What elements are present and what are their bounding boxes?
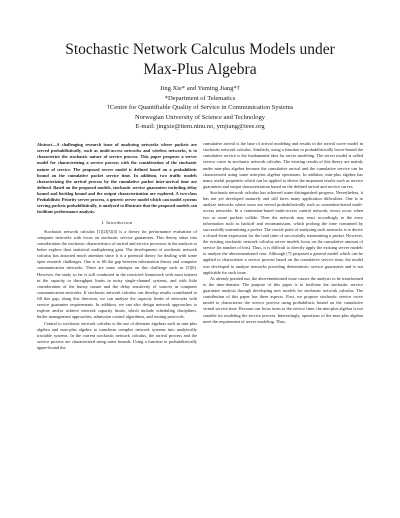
paragraph: Stochastic network calculus has achieved some distinguished progress. Nevertheless, it has not yet developed maturely and still faces many application difficulties. One is to analyze networks where users are served probabilistically such as contention-based multi-access networks. In a contention-based multi-access control network, errors occur when two or more packets collide. Then the network may react accordingly to the error information such as backoff and retransmission, which prolong the time consumed by successfully transmitting a packet. The crucial point of analyzing such networks is to derive a closed-form expression for the total time of successfully transmitting a packet. However, the existing stochastic network calculus server models focus on the cumulative amount of service (in number of bits). Thus, it is difficult to directly apply the existing server models to analyze the abovementioned case. Although [7] proposed a general model which can be applied to characterize a service process based on the cumulative service time, the model was developed to analyze networks providing deterministic service guarantees and is not applicable for such issue. <box>203 190 363 275</box>
paragraph: As already pointed out, the abovementioned issue causes the analysis to be transformed to the time-domain. The purpose of this paper is to facilitate the stochastic service guarantee analysis through developing new models for stochastic network calculus. The contribution of this paper has three aspects. First, we propose stochastic service curve model to characterize the service process using probabilistic bound on the cumulative virtual service time. Because our focus turns to the service time, the min-plus algebra is not suitable for modeling the service process. Interestingly, operations of the max-plus algebra meet the requirement of server modeling. Thus, <box>203 275 363 324</box>
title-line-1: Stochastic Network Calculus Models under <box>65 41 335 58</box>
title-line-2: Max-Plus Algebra <box>143 61 257 78</box>
abstract <box>37 142 197 216</box>
paragraph: cumulative arrival is the base of arrival modeling and results in the arrival curve model in stochastic network calculus. Similarly, using a function to probabilistically lower-bound the cumulative service is the fundamental idea for server modeling. The server model is called service curve in stochastic network calculus. The existing results of this theory are mainly under min-plus algebra because the cumulative arrival and the cumulative service can be characterized using some min-plus algebra operations. In addition, min-plus algebra has many useful properties which can be applied to derive the important results such as service guarantees and output characterization based on the defined arrival and service curves. <box>203 141 363 189</box>
paragraph: Stochastic network calculus [1][2][3][4] is a theory for performance evaluation of computer networks with focus on stochastic service guarantees. This theory takes into consideration the stochastic characteristics of arrival and service processes in the analysis to better explore their statistical multiplexing gain. The development of stochastic network calculus has attracted much attention since it is a potential theory for dealing with some open research challenges. One is to fill the gap between information theory and computer communication networks. There are some attempts on this challenge such as [5][6]. However, the study so far is still conducted in the restricted framework with most interest in the capacity or throughput limits in noisy single-channel systems, and with little consideration of the bursty nature and the delay sensitivity of sources in computer communication networks. If stochastic network calculus can develop results contributed to fill this gap, along this direction, we can analyze the capacity limits of networks with service guarantee requirements. In addition, we can also design network approaches to explore and/or achieve network capacity limits, which include scheduling disciplines, buffer management approaches, admission control algorithms, and routing protocols. <box>37 228 197 320</box>
author-names: Jing Xie* and Yuming Jiang*† <box>160 85 240 92</box>
author-block <box>0 84 400 132</box>
abstract-text: —A challenging research issue of analyzing networks where packets are served probabilistically, such as multi-access networks and wireless networks, is to characterize the stochastic nature of service process. This paper proposes a server model for characterizing a service process with the consideration of the stochastic nature of service. The proposed server model is defined based on a probabilistic bound on the cumulative packet service time. In addition, two traffic models characterizing the arrival process by the cumulative packet inter-arrival time are defined. Based on the proposed models, stochastic service guarantees including delay bound and backlog bound and the output characterization are explored. A two-class Probabilistic Priority server process, a generic server model which can model systems serving packets probabilistically, is analyzed to illustrate that the proposed models can facilitate performance analysis. <box>37 142 197 215</box>
abstract-lead: Abstract <box>37 142 52 147</box>
right-column <box>203 141 363 325</box>
affiliation-1: *Department of Telematics <box>164 94 236 102</box>
section-heading-introduction: I. Introduction <box>101 219 133 225</box>
paragraph: Central to stochastic network calculus is the use of alternate algebras such as min-plus algebra and max-plus algebra to transform complex network systems into analytically tractable systems. In the current stochastic network calculus, the arrival process and the service process are characterized using some bounds. Using a function to probabilistically upper-bound the <box>37 320 197 350</box>
affiliation-3: Norwegian University of Science and Technology <box>135 113 265 121</box>
paper-title <box>0 40 400 80</box>
affiliation-2: †Centre for Quantifiable Quality of Service in Communication Systems <box>106 104 294 111</box>
author-email: E-mail: jingxie@item.ntnu.no, ymjiang@ieee.org <box>135 123 265 130</box>
left-column <box>37 142 197 351</box>
